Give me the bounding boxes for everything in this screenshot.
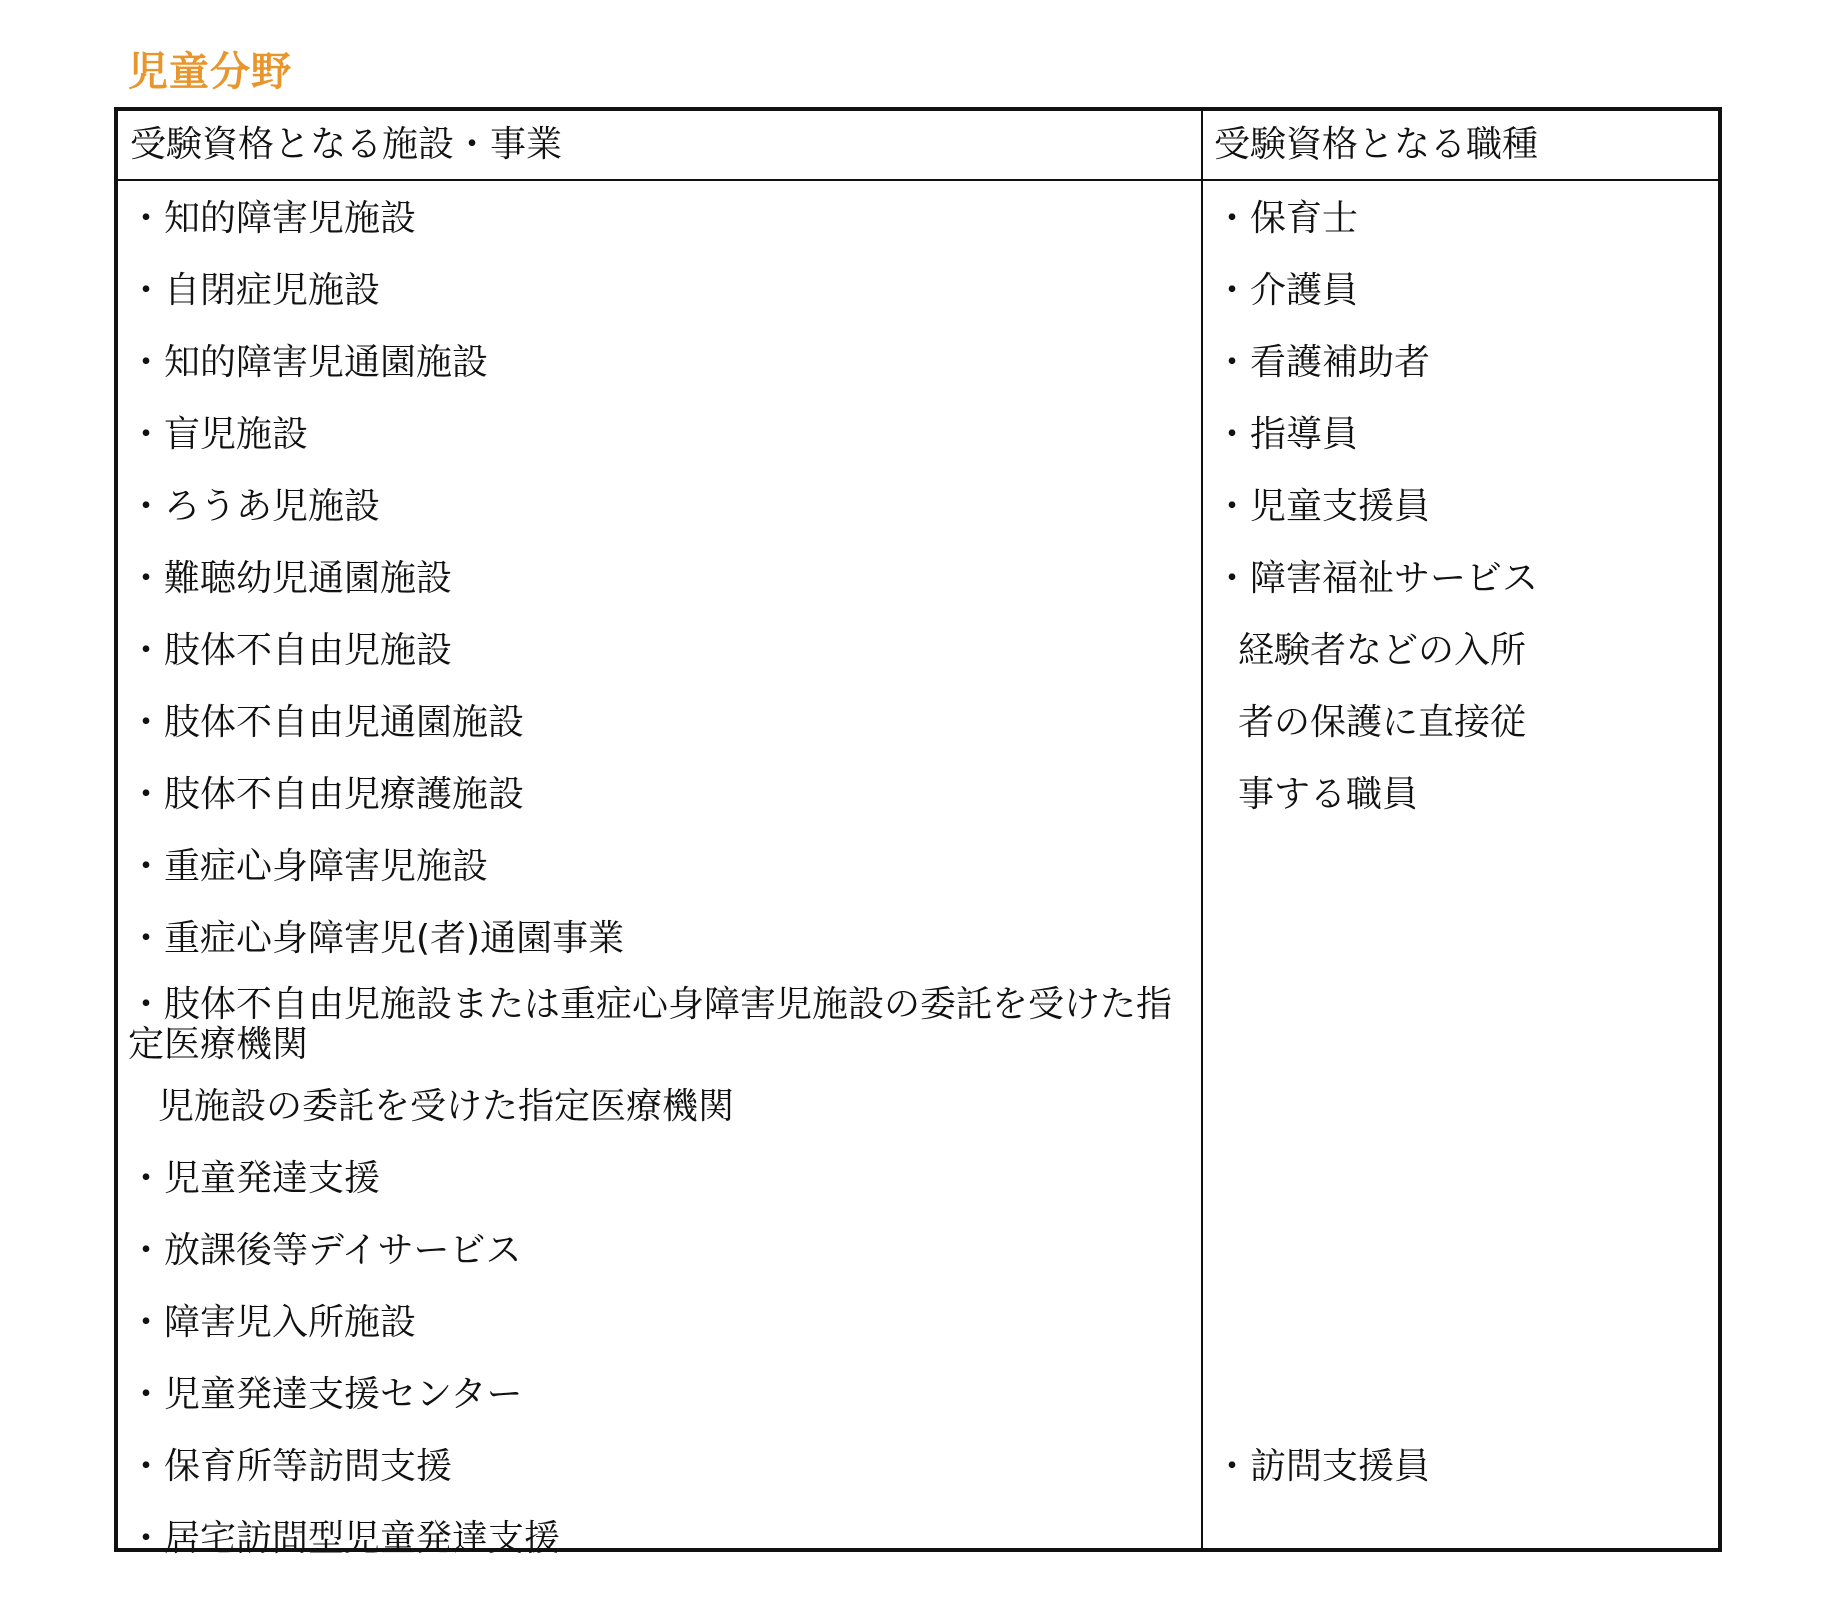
- occupation-spacer: [1214, 1287, 1714, 1359]
- table-header-row: [118, 111, 1718, 181]
- facility-item: ・肢体不自由児施設: [128, 630, 453, 671]
- section-title: 児童分野: [128, 49, 292, 95]
- occupation-spacer: [1214, 1359, 1714, 1431]
- occupation-spacer: [1214, 903, 1714, 975]
- occupation-list: [1214, 183, 1714, 1503]
- facility-item: ・自閉症児施設: [128, 270, 381, 311]
- facility-item: ・肢体不自由児施設または重症心身障害児施設の委託を受けた指定医療機関: [128, 984, 1173, 1065]
- occupation-spacer: [1214, 1071, 1714, 1143]
- occupation-spacer: [1214, 1143, 1714, 1215]
- occupation-item: ・障害福祉サービス: [1214, 558, 1539, 599]
- facility-item: ・難聴幼児通園施設: [128, 558, 453, 599]
- occupation-item: ・指導員: [1214, 414, 1359, 455]
- facility-item: ・居宅訪問型児童発達支援: [128, 1518, 561, 1559]
- facility-item: ・放課後等デイサービス: [128, 1230, 522, 1271]
- occupation-item-continuation: 経験者などの入所: [1238, 630, 1527, 671]
- facility-item: ・保育所等訪問支援: [128, 1446, 453, 1487]
- facility-item: ・肢体不自由児通園施設: [128, 702, 525, 743]
- facility-item: ・肢体不自由児療護施設: [128, 774, 525, 815]
- occupation-item-continuation: 者の保護に直接従: [1238, 702, 1527, 743]
- occupation-item: ・訪問支援員: [1214, 1446, 1431, 1487]
- column-divider: [1201, 111, 1203, 1548]
- facility-item: ・知的障害児施設: [128, 198, 417, 239]
- occupation-item-continuation: 事する職員: [1238, 774, 1419, 815]
- header-occupations: 受験資格となる職種: [1214, 124, 1539, 165]
- occupation-item: ・介護員: [1214, 270, 1359, 311]
- facility-item: ・盲児施設: [128, 414, 309, 455]
- occupation-spacer: [1214, 975, 1714, 1071]
- facility-item-continuation: 児施設の委託を受けた指定医療機関: [158, 1086, 735, 1127]
- facility-item: ・児童発達支援: [128, 1158, 381, 1199]
- qualification-table: [114, 107, 1722, 1559]
- facility-item: ・重症心身障害児(者)通園事業: [128, 918, 625, 959]
- header-facilities: 受験資格となる施設・事業: [130, 124, 563, 165]
- facility-item: ・知的障害児通園施設: [128, 342, 489, 383]
- occupation-item: ・保育士: [1214, 198, 1359, 239]
- occupation-item: ・看護補助者: [1214, 342, 1431, 383]
- occupation-spacer: [1214, 831, 1714, 903]
- occupation-spacer: [1214, 1215, 1714, 1287]
- facility-item: ・ろうあ児施設: [128, 486, 381, 527]
- occupation-item: ・児童支援員: [1214, 486, 1431, 527]
- facility-list: [128, 183, 1198, 1575]
- facility-item: ・重症心身障害児施設: [128, 846, 489, 887]
- facility-item: ・障害児入所施設: [128, 1302, 417, 1343]
- facility-item: ・児童発達支援センター: [128, 1374, 523, 1415]
